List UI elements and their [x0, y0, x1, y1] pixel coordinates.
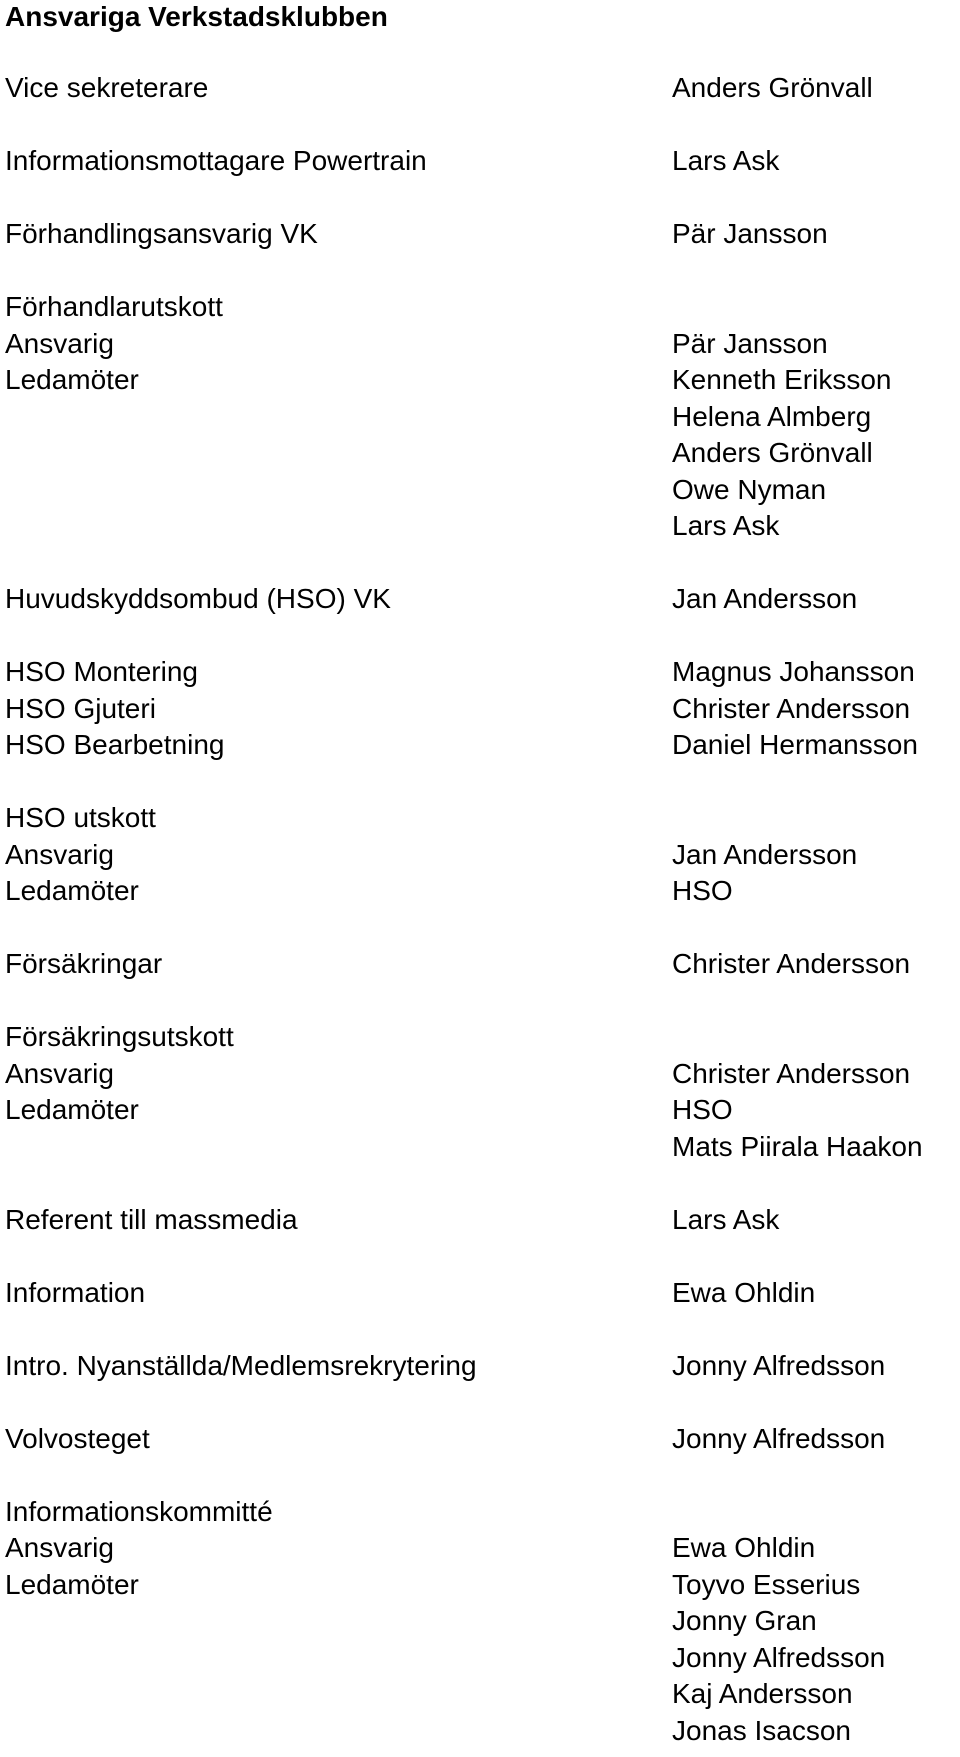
name-line: Jan Andersson: [672, 839, 858, 870]
role-line: Huvudskyddsombud (HSO) VK: [5, 583, 391, 614]
role-line: Informationsmottagare Powertrain: [5, 145, 427, 176]
name-line: Jonny Alfredsson: [672, 1350, 886, 1381]
role-line: Ansvarig: [5, 1058, 114, 1089]
name-line: Christer Andersson: [672, 1058, 911, 1089]
name-line: Lars Ask: [672, 1204, 780, 1235]
name-line: Ewa Ohldin: [672, 1532, 816, 1563]
role-line: Ansvarig: [5, 839, 114, 870]
name-line: Anders Grönvall: [672, 437, 873, 468]
role-line: Ledamöter: [5, 1094, 139, 1125]
role-line: HSO Gjuteri: [5, 693, 156, 724]
name-line: Owe Nyman: [672, 474, 827, 505]
name-line: Kaj Andersson: [672, 1678, 853, 1709]
name-line: Christer Andersson: [672, 693, 911, 724]
role-line: Ledamöter: [5, 364, 139, 395]
role-line: Informationskommitté: [5, 1496, 273, 1527]
name-line: Pär Jansson: [672, 328, 828, 359]
role-line: Intro. Nyanställda/Medlemsrekrytering: [5, 1350, 477, 1381]
role-line: Volvosteget: [5, 1423, 150, 1454]
role-line: Ansvarig: [5, 328, 114, 359]
role-line: HSO Bearbetning: [5, 729, 225, 760]
role-line: Referent till massmedia: [5, 1204, 298, 1235]
role-line: Ledamöter: [5, 1569, 139, 1600]
name-line: HSO: [672, 1094, 733, 1125]
name-line: Lars Ask: [672, 510, 780, 541]
name-line: Kenneth Eriksson: [672, 364, 892, 395]
name-line: Daniel Hermansson: [672, 729, 918, 760]
role-line: Förhandlingsansvarig VK: [5, 218, 318, 249]
role-line: Information: [5, 1277, 146, 1308]
page-title: Ansvariga Verkstadsklubben: [5, 1, 388, 32]
name-line: Christer Andersson: [672, 948, 911, 979]
name-line: Helena Almberg: [672, 401, 872, 432]
name-line: Anders Grönvall: [672, 72, 873, 103]
name-line: Magnus Johansson: [672, 656, 915, 687]
name-line: Mats Piirala Haakon: [672, 1131, 923, 1162]
name-line: Toyvo Esserius: [672, 1569, 861, 1600]
name-line: Jonny Alfredsson: [672, 1423, 886, 1454]
role-line: Ledamöter: [5, 875, 139, 906]
name-line: Lars Ask: [672, 145, 780, 176]
role-line: Försäkringar: [5, 948, 163, 979]
role-line: Ansvarig: [5, 1532, 114, 1563]
name-line: Jan Andersson: [672, 583, 858, 614]
name-line: HSO: [672, 875, 733, 906]
name-line: Jonny Gran: [672, 1605, 817, 1636]
role-line: Förhandlarutskott: [5, 291, 223, 322]
name-line: Pär Jansson: [672, 218, 828, 249]
role-line: Vice sekreterare: [5, 72, 209, 103]
name-line: Jonny Alfredsson: [672, 1642, 886, 1673]
name-line: Jonas Isacson: [672, 1715, 851, 1746]
name-line: Ewa Ohldin: [672, 1277, 816, 1308]
role-line: HSO Montering: [5, 656, 198, 687]
role-line: Försäkringsutskott: [5, 1021, 234, 1052]
role-line: HSO utskott: [5, 802, 156, 833]
